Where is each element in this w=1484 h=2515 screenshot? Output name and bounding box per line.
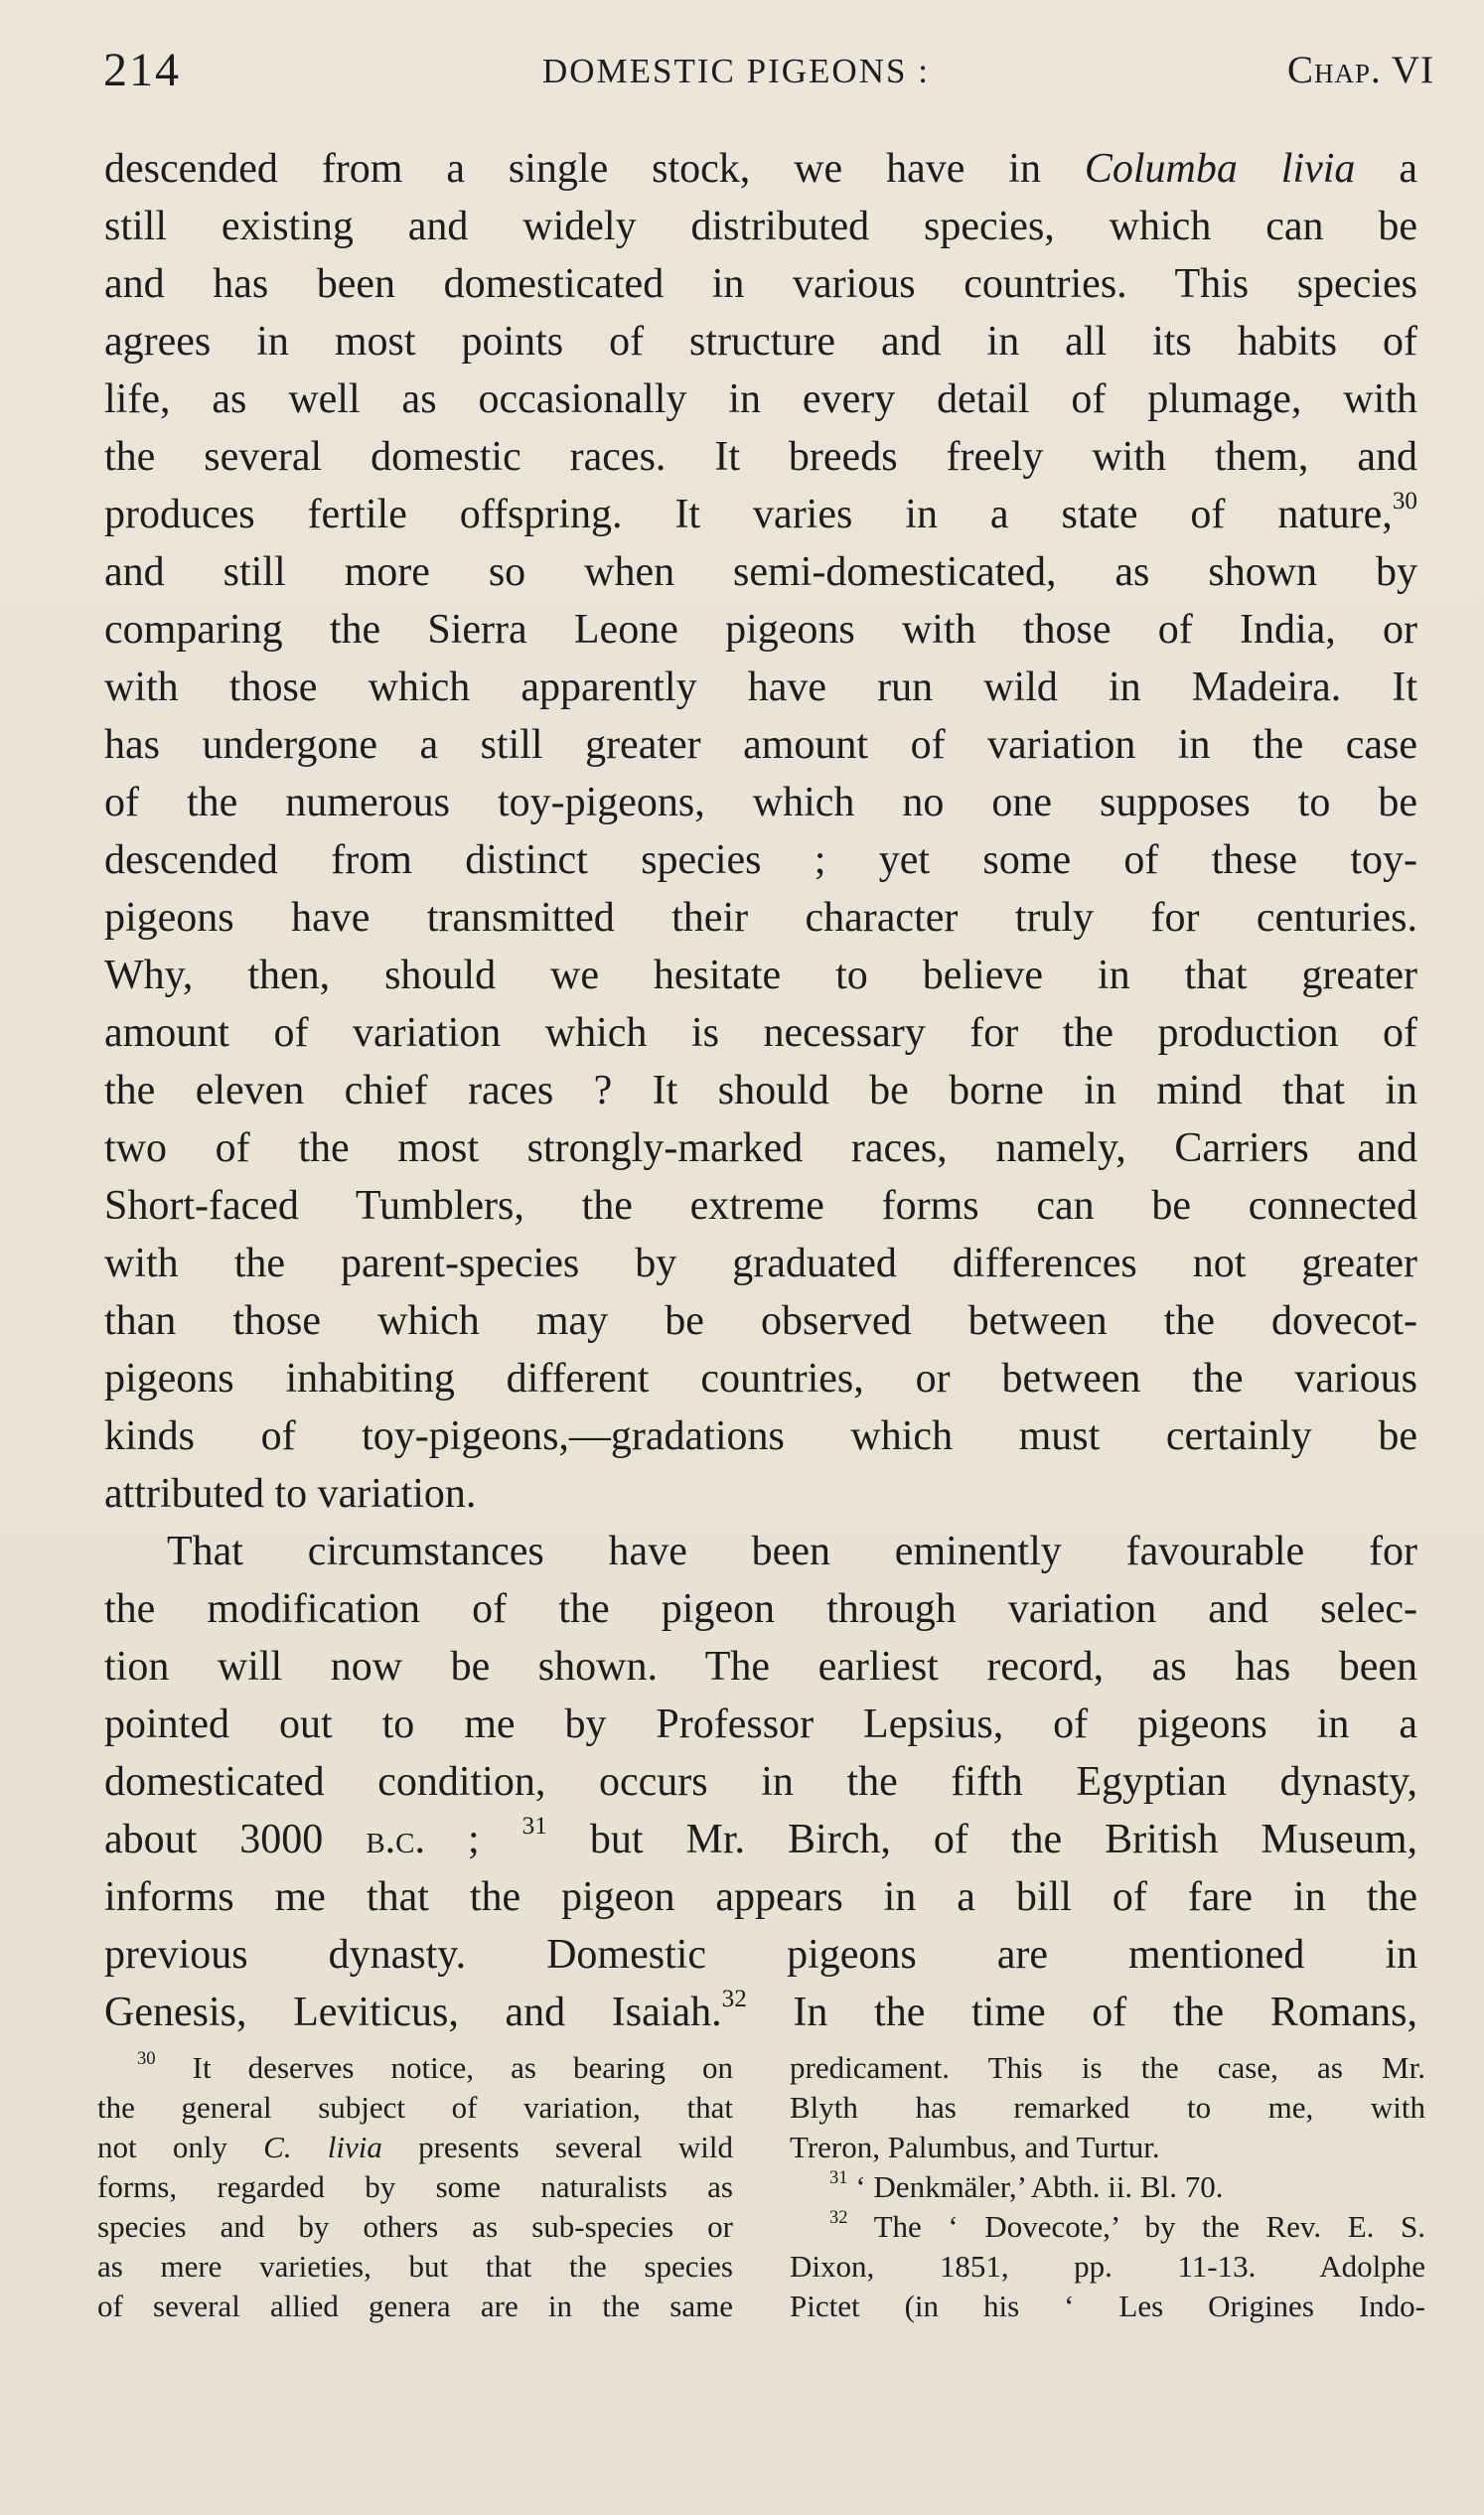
text-line: and has been domesticated in various countries. This species — [104, 261, 1417, 307]
text-line: two of the most strongly-marked races, namely, Carriers and — [104, 1125, 1417, 1171]
footnote-line: predicament. This is the case, as Mr. — [790, 2050, 1425, 2085]
text-line: about 3000 b.c. ; $^{31}$ but Mr. Birch, of the British Museum, — [104, 1813, 1417, 1862]
footnote-line: not only C. livia presents several wild — [97, 2130, 733, 2164]
text-line: the modification of the pigeon through variation and selec- — [104, 1586, 1417, 1632]
footnote-line: $^{32}$ The ‘ Dovecote,’ by the Rev. E. S. — [829, 2206, 1425, 2244]
footnote-line: Pictet (in his ‘ Les Origines Indo- — [790, 2289, 1425, 2323]
text-line: Why, then, should we hesitate to believe in that greater — [104, 953, 1417, 998]
text-line: with those which apparently have run wild in Madeira. It — [104, 665, 1417, 710]
text-line: the several domestic races. It breeds freely with them, and — [104, 434, 1417, 480]
text-line: kinds of toy-pigeons,—gradations which must certainly be — [104, 1413, 1417, 1459]
page-number: 214 — [103, 44, 181, 96]
chapter-marker: Chap. VI — [1287, 49, 1434, 91]
text-line: That circumstances have been eminently favourable for — [167, 1529, 1417, 1574]
text-line: has undergone a still greater amount of variation in the case — [104, 722, 1417, 768]
footnote-line: species and by others as sub-species or — [97, 2209, 733, 2244]
text-line: the eleven chief races ? It should be borne in mind that in — [104, 1068, 1417, 1113]
running-title: DOMESTIC PIGEONS : — [542, 52, 930, 90]
text-line: Short-faced Tumblers, the extreme forms can be connected — [104, 1183, 1417, 1229]
text-line: Genesis, Leviticus, and Isaiah.$^{32}$ In the time of the Romans, — [104, 1986, 1417, 2035]
footnotes — [97, 2048, 1428, 2346]
footnote-line: forms, regarded by some naturalists as — [97, 2169, 733, 2204]
footnote-line: Dixon, 1851, pp. 11-13. Adolphe — [790, 2249, 1425, 2284]
footnote-line: $^{31}$ ‘ Denkmäler,’ Abth. ii. Bl. 70. — [829, 2166, 1224, 2204]
text-line: pigeons inhabiting different countries, or between the various — [104, 1356, 1417, 1402]
text-line: domesticated condition, occurs in the fifth Egyptian dynasty, — [104, 1759, 1417, 1805]
text-line: descended from a single stock, we have in Columba livia a — [104, 146, 1417, 192]
footnote-line: $^{30}$ It deserves notice, as bearing on — [137, 2047, 733, 2085]
text-line: descended from distinct species ; yet some of these toy- — [104, 837, 1417, 883]
text-line: and still more so when semi-domesticated, as shown by — [104, 549, 1417, 595]
text-line: informs me that the pigeon appears in a bill of fare in the — [104, 1874, 1417, 1920]
text-line: pointed out to me by Professor Lepsius, of pigeons in a — [104, 1701, 1417, 1747]
text-line: tion will now be shown. The earliest record, as has been — [104, 1644, 1417, 1690]
footnote-line: Treron, Palumbus, and Turtur. — [790, 2130, 1160, 2164]
text-line: produces fertile offspring. It varies in a state of nature,$^{30}$ — [104, 488, 1417, 537]
text-line: agrees in most points of structure and in all its habits of — [104, 319, 1417, 365]
text-line: with the parent-species by graduated differences not greater — [104, 1241, 1417, 1286]
text-line: pigeons have transmitted their character truly for centuries. — [104, 895, 1417, 941]
text-line: previous dynasty. Domestic pigeons are mentioned in — [104, 1932, 1417, 1978]
text-line: amount of variation which is necessary for the production of — [104, 1010, 1417, 1056]
footnote-line: as mere varieties, but that the species — [97, 2249, 733, 2284]
text-line: than those which may be observed between the dovecot- — [104, 1298, 1417, 1344]
text-line: life, as well as occasionally in every detail of plumage, with — [104, 376, 1417, 422]
footnote-line: of several allied genera are in the same — [97, 2289, 733, 2323]
page-header — [103, 44, 1434, 97]
text-line: still existing and widely distributed species, which can be — [104, 204, 1417, 249]
footnote-line: the general subject of variation, that — [97, 2090, 733, 2125]
footnote-line: Blyth has remarked to me, with — [790, 2090, 1425, 2125]
text-line: attributed to variation. — [104, 1471, 477, 1517]
text-line: comparing the Sierra Leone pigeons with those of India, or — [104, 607, 1417, 653]
text-line: of the numerous toy-pigeons, which no one supposes to be — [104, 780, 1417, 825]
